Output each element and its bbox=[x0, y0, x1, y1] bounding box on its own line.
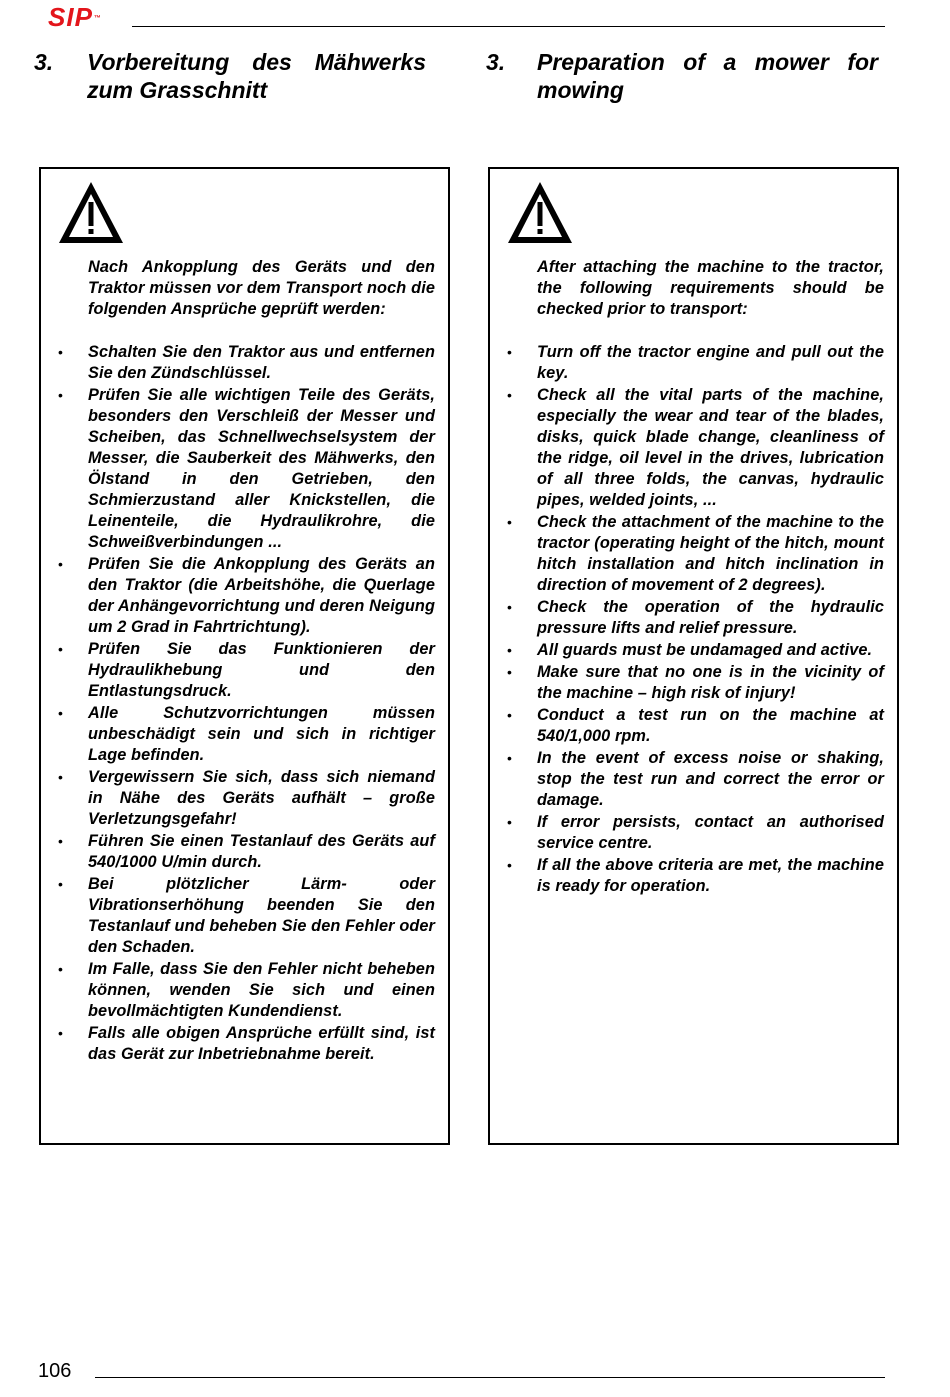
list-item: • In the event of excess noise or shaking, stop the test run and correct the error or damage. bbox=[537, 748, 884, 811]
section-title-german: Vorbereitung des Mähwerks zum Grasschnitt bbox=[87, 49, 426, 103]
english-content bbox=[537, 257, 884, 898]
section-heading-german bbox=[34, 48, 426, 104]
logo-text: SIP bbox=[48, 2, 93, 32]
list-item: • If all the above criteria are met, the machine is ready for operation. bbox=[537, 855, 884, 897]
list-item: • Prüfen Sie alle wichtigen Teile des Geräts, besonders den Verschleiß der Messer und Scheiben, das Schnellwechselsystem der Messer, die Sauberkeit des Mähwerks, den Ölstand in den Getrieben, den Schmierzustand aller Knickstellen, die Leinenteile, die Hydraulikrohre, die Schweißverbindungen ... bbox=[88, 385, 435, 553]
list-item: • Conduct a test run on the machine at 540/1,000 rpm. bbox=[537, 705, 884, 747]
list-item: • Check all the vital parts of the machine, especially the wear and tear of the blades, disks, quick blade change, cleanliness of the ridge, oil level in the drives, lubrication of all three folds, the canvas, hydraulic pipes, welded joints, ... bbox=[537, 385, 884, 511]
trademark-mark: ™ bbox=[93, 15, 101, 22]
section-heading-english bbox=[486, 48, 878, 104]
list-item: • Make sure that no one is in the vicinity of the machine – high risk of injury! bbox=[537, 662, 884, 704]
english-intro: After attaching the machine to the tractor, the following requirements should be checked prior to transport: bbox=[537, 258, 884, 318]
warning-icon bbox=[57, 179, 125, 247]
list-item: • All guards must be undamaged and active. bbox=[537, 640, 884, 661]
list-item: • Check the operation of the hydraulic pressure lifts and relief pressure. bbox=[537, 597, 884, 639]
german-content bbox=[88, 257, 435, 1066]
sip-logo bbox=[48, 2, 101, 32]
footer-rule bbox=[95, 1377, 885, 1378]
list-item: • Falls alle obigen Ansprüche erfüllt sind, ist das Gerät zur Inbetriebnahme bereit. bbox=[88, 1023, 435, 1065]
german-intro: Nach Ankopplung des Geräts und den Traktor müssen vor dem Transport noch die folgenden Ansprüche geprüft werden: bbox=[88, 258, 435, 318]
list-item: • Bei plötzlicher Lärm- oder Vibrationserhöhung beenden Sie den Testanlauf und beheben Sie den Fehler oder den Schaden. bbox=[88, 874, 435, 958]
list-item: • Turn off the tractor engine and pull out the key. bbox=[537, 342, 884, 384]
english-checklist bbox=[537, 342, 884, 897]
list-item: • Vergewissern Sie sich, dass sich niemand in Nähe des Geräts aufhält – große Verletzungsgefahr! bbox=[88, 767, 435, 830]
list-item: • Prüfen Sie das Funktionieren der Hydraulikhebung und den Entlastungsdruck. bbox=[88, 639, 435, 702]
section-number-english: 3. bbox=[486, 49, 506, 75]
list-item: • Check the attachment of the machine to the tractor (operating height of the hitch, mount hitch installation and hitch inclination in direction of movement of 2 degrees). bbox=[537, 512, 884, 596]
page-number: 106 bbox=[38, 1360, 72, 1382]
section-number-german: 3. bbox=[34, 49, 54, 75]
german-checklist bbox=[88, 342, 435, 1065]
section-title-english: Preparation of a mower for mowing bbox=[537, 49, 878, 103]
warning-icon bbox=[506, 179, 574, 247]
english-instruction-box bbox=[488, 167, 899, 1145]
list-item: • Prüfen Sie die Ankopplung des Geräts an den Traktor (die Arbeitshöhe, die Querlage der Anhängevorrichtung und deren Neigung um 2 Grad in Fahrtrichtung). bbox=[88, 554, 435, 638]
list-item: • Alle Schutzvorrichtungen müssen unbeschädigt sein und sich in richtiger Lage befinden. bbox=[88, 703, 435, 766]
list-item: • Schalten Sie den Traktor aus und entfernen Sie den Zündschlüssel. bbox=[88, 342, 435, 384]
header-rule bbox=[132, 26, 885, 27]
list-item: • Im Falle, dass Sie den Fehler nicht beheben können, wenden Sie sich und einen bevollmächtigten Kundendienst. bbox=[88, 959, 435, 1022]
list-item: • Führen Sie einen Testanlauf des Geräts auf 540/1000 U/min durch. bbox=[88, 831, 435, 873]
list-item: • If error persists, contact an authorised service centre. bbox=[537, 812, 884, 854]
german-instruction-box bbox=[39, 167, 450, 1145]
